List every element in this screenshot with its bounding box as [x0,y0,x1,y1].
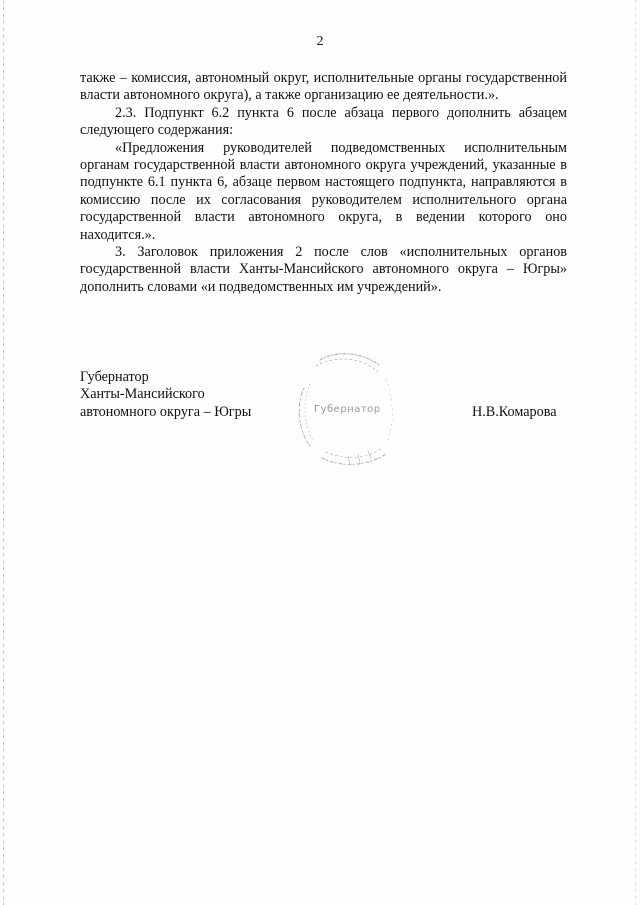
paragraph-3: 3. Заголовок приложения 2 после слов «исполнительных органов государственной власти Ханты-Мансийского автономного округа – Югры» дополнить словами «и подведомственных им учреждений». [80,244,567,295]
document-body [80,70,567,296]
signatory-title-line: автономного округа – Югры [80,403,252,420]
stamp-label: Губернатор [314,404,381,415]
scan-edge-right [635,0,636,905]
scan-edge-left [3,0,4,905]
paragraph-2-3: 2.3. Подпункт 6.2 пункта 6 после абзаца первого дополнить абзацем следующего содержания: [80,104,567,139]
paragraph-quote: «Предложения руководителей подведомственных исполнительным органам государственной власти автономного округа учреждений, указанные в подпункте 6.1 пункта 6, абзаце первом настоящего подпункта, направляются в комиссию после их согласования руководителем исполнительного органа государственной власти автономного округа, в ведении которого оно находится.». [80,139,567,243]
paragraph-continuation: также – комиссия, автономный округ, исполнительные органы государственной власти автономного округа), а также организацию ее деятельности.». [80,70,567,104]
signatory-title-line: Губернатор [80,369,149,385]
signatory-name: Н.В.Комарова [472,404,557,420]
signatory-title-line: Ханты-Мансийского [80,386,205,403]
page-number: 2 [316,34,324,49]
signatory-title [80,369,251,421]
